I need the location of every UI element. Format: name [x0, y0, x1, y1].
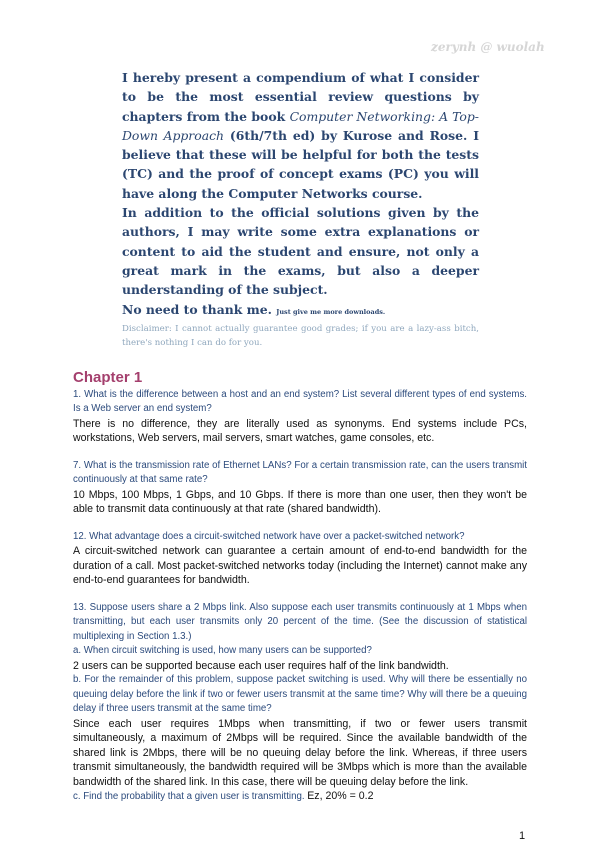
page-number: 1	[519, 829, 526, 842]
intro-block	[122, 68, 479, 350]
intro-paragraph-2: In addition to the official solutions given by the authors, I may write some extra explanations or content to aid the student and ensure, not only a great mark in the exams, but also a deeper understanding of the subject.	[122, 205, 479, 298]
watermark: zerynh @ wuolah	[431, 40, 545, 54]
answer-text: There is no difference, they are literally used as synonyms. End systems include PCs, workstations, Web servers, mail servers, smart watches, game consoles, etc.	[73, 417, 527, 445]
book-title: Computer Networking: A Top-Down Approach	[122, 108, 479, 143]
question-text: 12. What advantage does a circuit-switched network have over a packet-switched network?	[73, 530, 465, 542]
question-7	[73, 459, 527, 517]
thanks-small: Just give me more downloads.	[276, 307, 386, 316]
disclaimer: Disclaimer: I cannot actually guarantee good grades; if you are a lazy-ass bitch, there's nothing I can do for you.	[122, 323, 479, 348]
thanks-line	[122, 300, 479, 322]
question-1	[73, 388, 527, 446]
answer-a: 2 users can be supported because each user requires half of the link bandwidth.	[73, 659, 449, 672]
subquestion-a: a. When circuit switching is used, how many users can be supported?	[73, 645, 372, 657]
subquestion-b: b. For the remainder of this problem, suppose packet switching is used. Why will there be essentially no queuing delay before the link if two or fewer users transmit at the same time? Why will there be a queuing delay if three users transmit at the same time?	[73, 674, 527, 715]
subquestion-c	[73, 789, 527, 805]
subquestion-c-text: c. Find the probability that a given user is transmitting.	[73, 791, 308, 803]
answer-b: Since each user requires 1Mbps when transmitting, if two or fewer users transmit simultaneously, a maximum of 2Mbps will be required. Since the available bandwidth of the shared link is 2Mbps, there will be no queuing delay before the link. Whereas, if three users transmit simultaneously, the bandwidth required will be 3Mbps which is more than the available bandwidth of the shared link. In this case, there will be queuing delay before the link.	[73, 717, 527, 788]
thanks-text: No need to thank me.	[122, 301, 277, 317]
answer-c: Ez, 20% = 0.2	[307, 790, 374, 803]
chapter-title: Chapter 1	[73, 368, 143, 386]
question-12	[73, 530, 527, 588]
answer-text: 10 Mbps, 100 Mbps, 1 Gbps, and 10 Gbps. If there is more than one user, then they won't be able to transmit data continuously at that rate (shared bandwidth).	[73, 488, 527, 516]
question-text: 13. Suppose users share a 2 Mbps link. Also suppose each user transmits continuously at 1 Mbps when transmitting, but each user transmits only 20 percent of the time. (See the discussion of statistical multiplexing in Section 1.3.)	[73, 601, 527, 642]
intro-text: I hereby present a compendium of what I consider to be the most essential review questions by chapters from the book	[122, 70, 479, 124]
intro-paragraph-1	[122, 68, 479, 203]
question-13	[73, 601, 527, 805]
question-text: 1. What is the difference between a host and an end system? List several different types of end systems. Is a Web server an end system?	[73, 388, 527, 415]
question-text: 7. What is the transmission rate of Ethernet LANs? For a certain transmission rate, can the users transmit continuously at that same rate?	[73, 459, 527, 486]
intro-text: (6th/7th ed) by Kurose and Rose. I believe that these will be helpful for both the tests (TC) and the proof of concept exams (PC) you will have along the Computer Networks course.	[122, 127, 479, 201]
answer-text: A circuit-switched network can guarantee a certain amount of end-to-end bandwidth for the duration of a call. Most packet-switched networks today (including the Internet) cannot make any end-to-end guarantees for bandwidth.	[73, 545, 527, 587]
